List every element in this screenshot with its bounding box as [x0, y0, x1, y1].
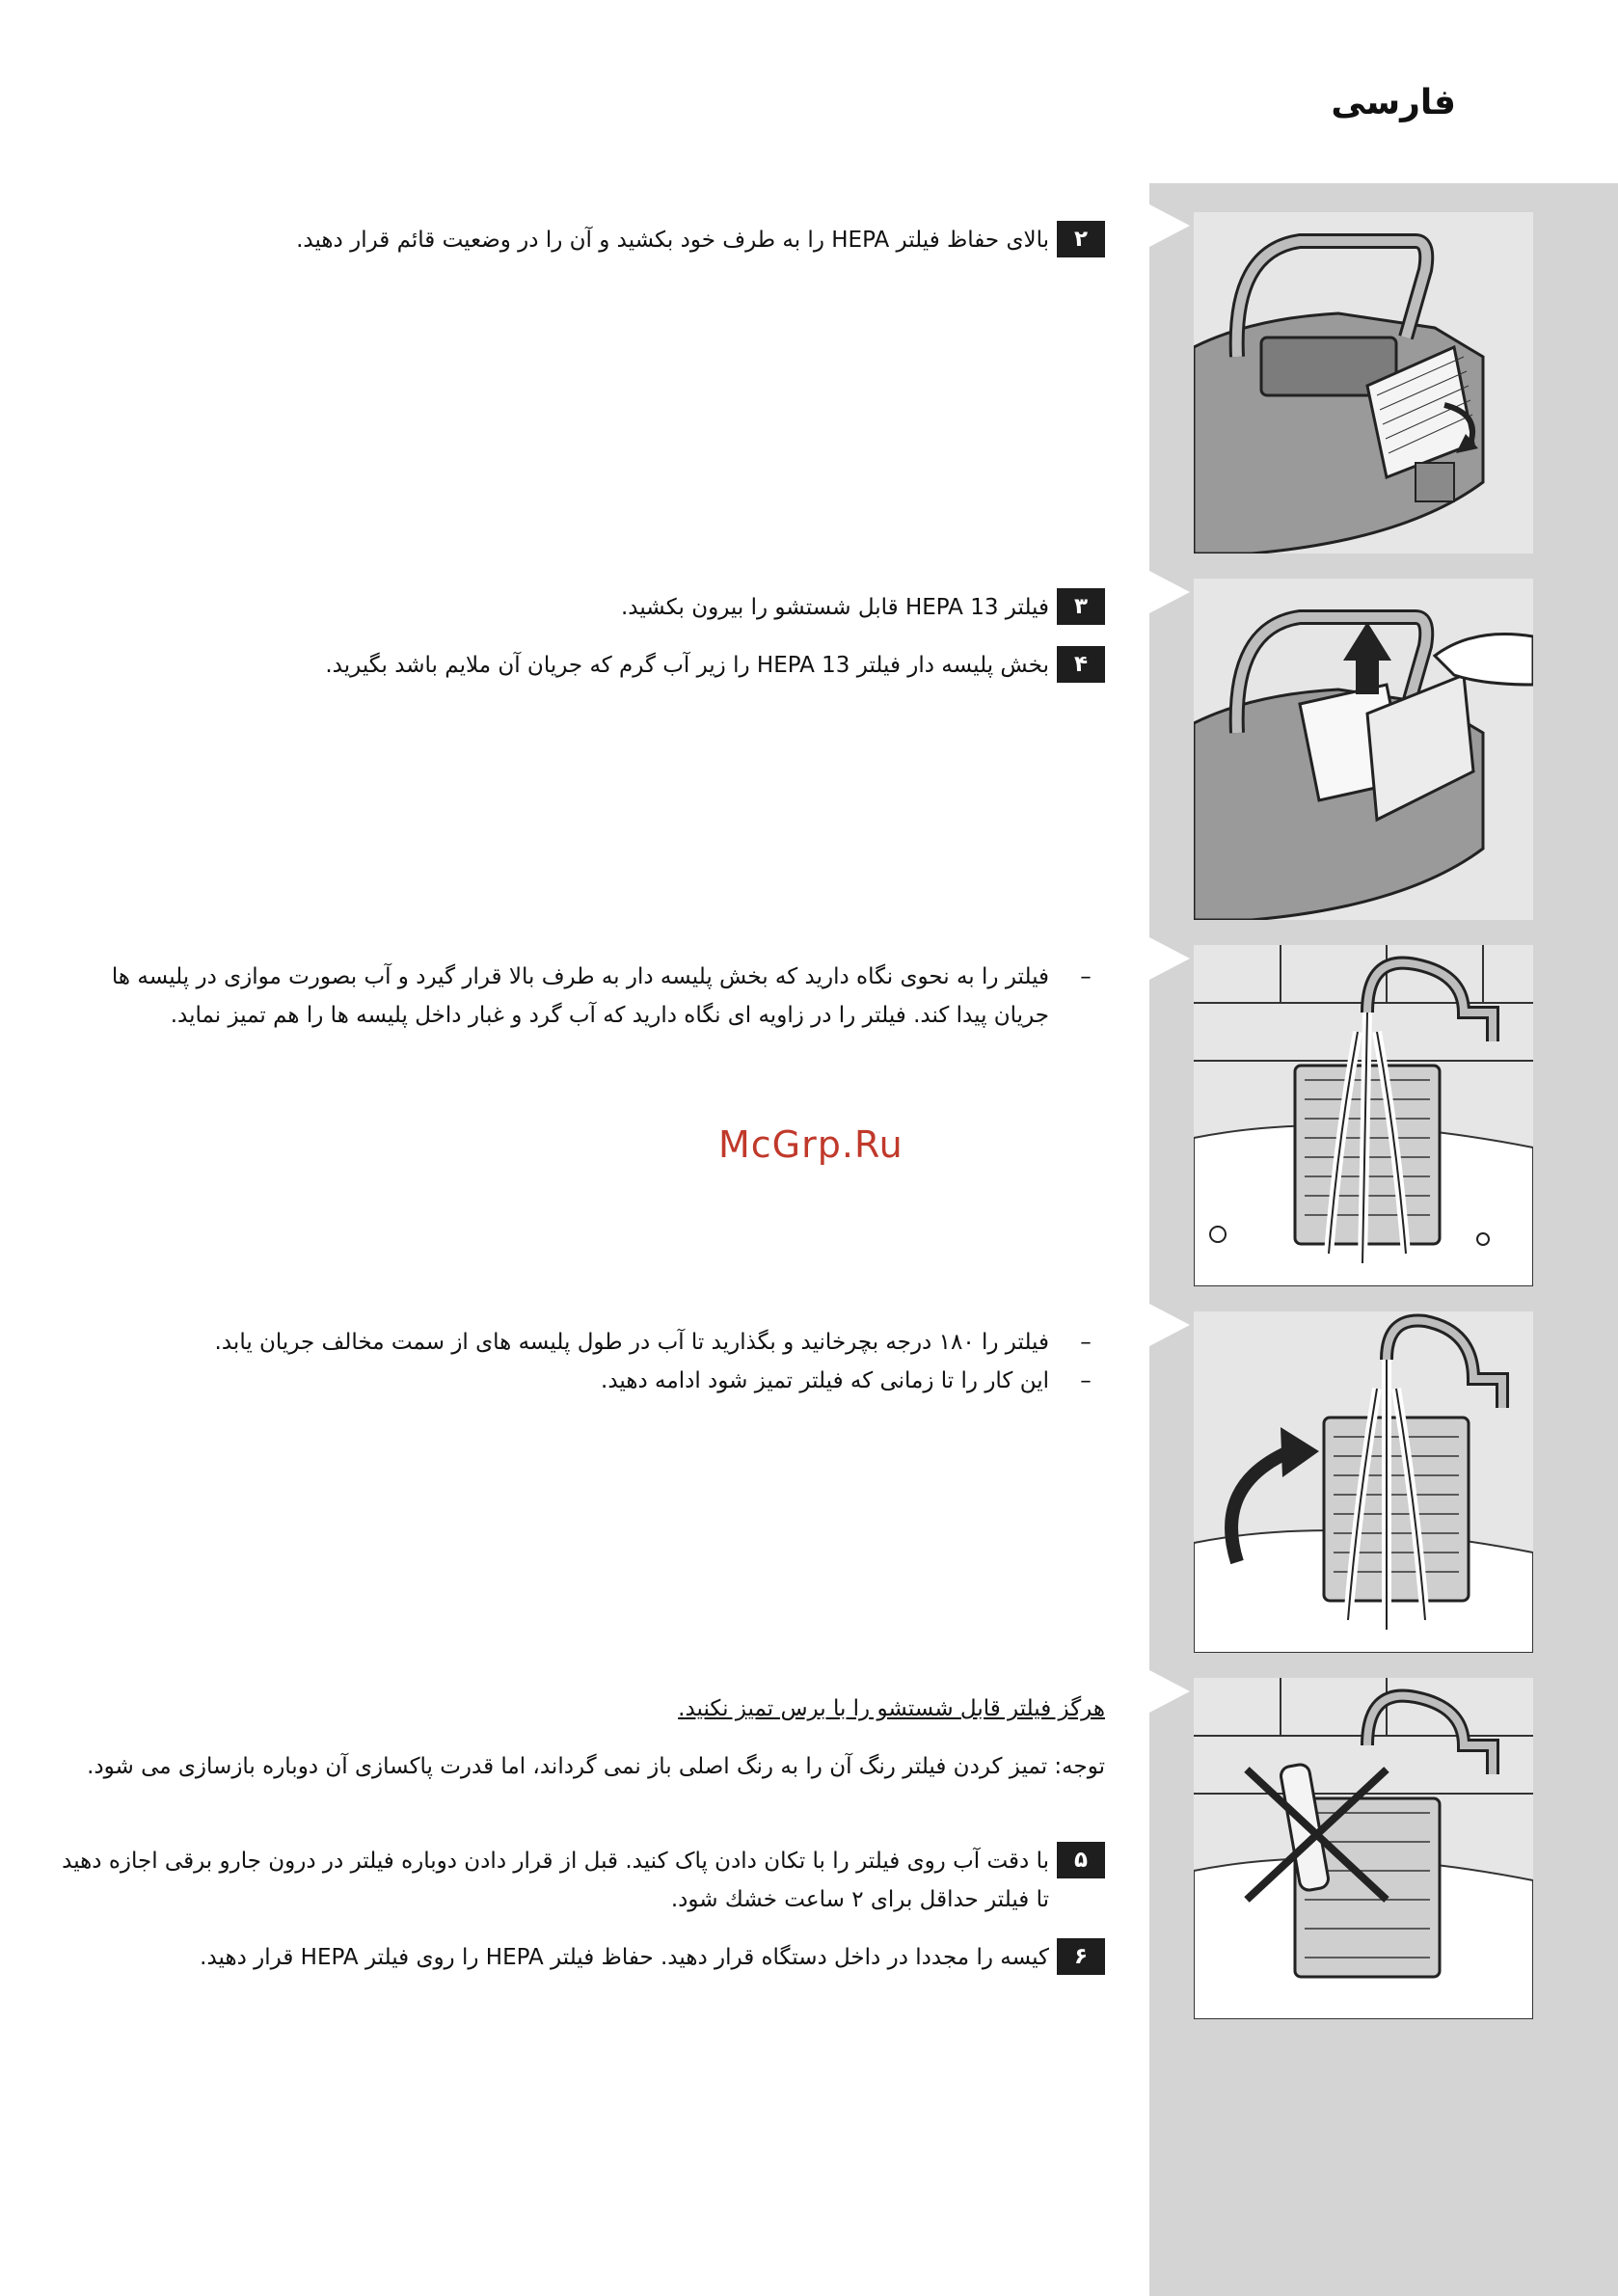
rotated-rinsing-illustration — [1194, 1311, 1533, 1653]
bullet-dash: – — [1080, 1330, 1092, 1355]
bullet-text: فیلتر را ۱۸۰ درجه بچرخانید و بگذارید تا آب در طول پلیسه های از سمت مخالف جریان یابد. — [214, 1330, 1049, 1355]
bullet-dash: – — [1080, 964, 1092, 989]
bullet-dash: – — [1080, 1368, 1092, 1393]
step-6 — [44, 1938, 1105, 1977]
step-text: فیلتر HEPA 13 قابل شستشو را بیرون بکشید. — [620, 595, 1049, 620]
step-text: بالای حفاظ فیلتر HEPA را به طرف خود بکشید و آن را در وضعیت قائم قرار دهید. — [296, 228, 1049, 253]
bullet-item — [25, 1362, 1105, 1400]
vacuum-cover-icon — [1194, 212, 1533, 554]
rotated-rinsing-icon — [1194, 1311, 1533, 1653]
pointer-notch — [1149, 204, 1190, 247]
step-number: ۶ — [1057, 1938, 1105, 1975]
rinsing-illustration — [1194, 945, 1533, 1286]
step-3 — [0, 588, 1105, 627]
no-brush-icon — [1194, 1678, 1533, 2019]
step-2 — [0, 221, 1105, 259]
step-number: ۲ — [1057, 221, 1105, 257]
warning-label: هرگز فیلتر قابل شستشو را با برس تمیز نکنید. — [678, 1696, 1105, 1721]
filter-removal-illustration — [1194, 579, 1533, 920]
step-text: با دقت آب روی فیلتر را با تکان دادن پاک کنید. قبل از قرار دادن دوباره فیلتر در درون جارو برقی اجازه دهید تا فیلتر حداقل برای ۲ ساعت خشك شود. — [62, 1849, 1049, 1912]
bullet-text: فیلتر را به نحوی نگاه دارید که بخش پلیسه دار به طرف بالا قرار گیرد و آب بصورت موازی در پلیسه ها جریان پیدا کند. فیلتر را در زاویه ای نگاه دارید که آب گرد و غبار داخل پلیسه ها را هم تمیز نماید. — [111, 964, 1049, 1028]
pointer-notch — [1149, 937, 1190, 980]
note-text — [44, 1747, 1105, 1786]
rinsing-icon — [1194, 945, 1533, 1286]
step-number: ۳ — [1057, 588, 1105, 625]
pointer-notch — [1149, 1304, 1190, 1346]
pointer-notch — [1149, 571, 1190, 613]
watermark: McGrp.Ru — [718, 1123, 903, 1166]
vacuum-cover-illustration — [1194, 212, 1533, 554]
bullet-item — [64, 958, 1105, 1035]
step-4 — [0, 646, 1105, 685]
step-text: کیسه را مجددا در داخل دستگاه قرار دهید. حفاظ فیلتر HEPA را روی فیلتر HEPA قرار دهید. — [200, 1945, 1049, 1970]
step-5 — [44, 1842, 1105, 1919]
warning-text — [44, 1689, 1105, 1728]
bullet-text: این کار را تا زمانی که فیلتر تمیز شود ادامه دهید. — [601, 1368, 1049, 1393]
step-text: بخش پلیسه دار فیلتر HEPA 13 را زیر آب گرم که جریان آن ملایم باشد بگیرید. — [325, 653, 1049, 678]
note-label: توجه: تمیز کردن فیلتر رنگ آن را به رنگ اصلی باز نمی گرداند، اما قدرت پاکسازی آن دوباره بازسازی می شود. — [87, 1754, 1105, 1779]
filter-removal-icon — [1194, 579, 1533, 920]
bullet-item — [25, 1323, 1105, 1362]
no-brush-illustration — [1194, 1678, 1533, 2019]
step-number: ۴ — [1057, 646, 1105, 683]
pointer-notch — [1149, 1670, 1190, 1713]
step-number: ۵ — [1057, 1842, 1105, 1878]
language-heading: فارسی — [1331, 83, 1456, 122]
